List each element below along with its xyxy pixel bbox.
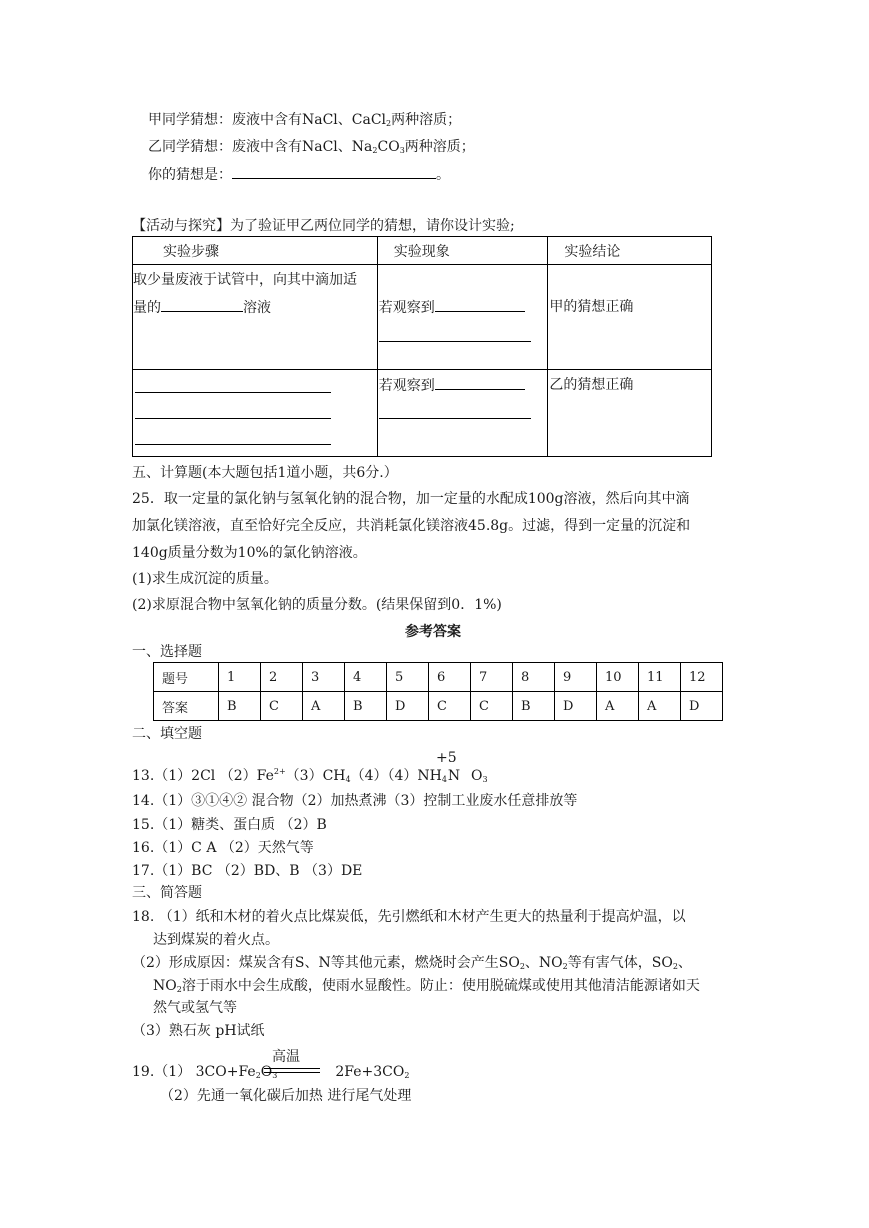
subscript: 4 <box>345 775 351 784</box>
oxygen-symbol: O <box>470 768 483 784</box>
subscript: 2 <box>562 962 568 971</box>
answer-table-cell: D <box>555 692 597 721</box>
answers-sec3: 三、简答题 <box>132 885 202 901</box>
oxidation-state: +5 <box>436 750 457 766</box>
row2-phenomenon <box>377 370 548 457</box>
row1-conclusion-text: 甲的猜想正确 <box>549 299 634 315</box>
calc-section: 五、计算题(本大题包括1道小题，共6分.） <box>132 465 398 481</box>
observe-label: 若观察到 <box>378 378 435 394</box>
equals-sign <box>264 1068 320 1073</box>
subscript: 2 <box>176 985 182 994</box>
answer-table-cell: 2 <box>261 663 303 692</box>
q17: 17.（1）BC （2）BD、B （3）DE <box>132 863 363 879</box>
q13-a: 13.（1）2Cl （2）Fe <box>132 768 274 784</box>
guess-yours-end: 。 <box>436 167 450 183</box>
q18-line6: （3）熟石灰 pH试纸 <box>132 1023 265 1039</box>
answer-table-cell: 1 <box>219 663 261 692</box>
reagent-blank[interactable] <box>161 297 243 312</box>
observe-blank[interactable] <box>435 297 525 312</box>
answer-table-cell: C <box>471 692 513 721</box>
row1-phenomenon <box>377 265 548 370</box>
guess-jia <box>148 110 461 130</box>
row1-conclusion <box>548 265 712 370</box>
answers-sec1: 一、选择题 <box>132 644 202 660</box>
q18-l4a: NO <box>153 978 177 994</box>
answer-table-cell: C <box>429 692 471 721</box>
subscript: 3 <box>482 775 488 784</box>
answer-blank[interactable] <box>232 164 436 179</box>
q25-line1: 25．取一定量的氯化钠与氢氧化钠的混合物，加一定量的水配成100g溶液，然后向其中滴 <box>132 491 690 507</box>
q25-line3: 140g质量分数为10%的氯化钠溶液。 <box>132 545 367 561</box>
guess-yi <box>148 137 475 157</box>
answer-table-cell: A <box>303 692 345 721</box>
answer-table-cell: A <box>639 692 681 721</box>
subscript: 3 <box>399 146 405 155</box>
header-steps: 实验步骤 <box>133 237 378 265</box>
q18-l3a: （2）形成原因：煤炭含有S、N等其他元素，燃烧时会产生SO <box>132 955 520 971</box>
nitrogen-symbol: N <box>447 768 461 784</box>
q19-line2: （2）先通一氧化碳后加热 进行尾气处理 <box>160 1088 412 1104</box>
guess-yi-text: 乙同学猜想：废液中含有NaCl、Na <box>148 139 373 155</box>
observe-blank-2[interactable] <box>379 418 531 419</box>
row2-conclusion <box>548 370 712 457</box>
answer-table-cell: D <box>387 692 429 721</box>
answer-table-cell: 4 <box>345 663 387 692</box>
subscript: 2 <box>255 1071 261 1080</box>
q13 <box>132 766 488 786</box>
q14: 14.（1）③①④② 混合物（2）加热煮沸（3）控制工业废水任意排放等 <box>132 793 578 809</box>
subscript: 2 <box>386 119 392 128</box>
step-blank-3[interactable] <box>135 444 331 445</box>
subscript: 2 <box>404 1071 410 1080</box>
q15: 15.（1）糖类、蛋白质 （2）B <box>132 817 327 833</box>
answer-table-cell: A <box>597 692 639 721</box>
observe-label: 若观察到 <box>378 300 435 316</box>
q13-c: （4）（4）NH <box>350 768 442 784</box>
answer-table-cell: 12 <box>681 663 723 692</box>
answer-table-cell: B <box>219 692 261 721</box>
q18-line1: 18. （1）纸和木材的着火点比煤炭低，先引燃纸和木材产生更大的热量利于提高炉温，以 <box>132 909 686 925</box>
guess-yi-tail: 两种溶质； <box>404 139 475 155</box>
reaction-condition: 高温 <box>272 1049 300 1065</box>
subscript: 4 <box>441 775 447 784</box>
q25-sub2: (2)求原混合物中氢氧化钠的质量分数。(结果保留到0．1%) <box>132 597 502 613</box>
q13-b: （3）CH <box>285 768 346 784</box>
q25-line2: 加氯化镁溶液，直至恰好完全反应，共消耗氯化镁溶液45.8g。过滤，得到一定量的沉淀和 <box>132 518 691 534</box>
answers-title: 参考答案 <box>405 624 461 640</box>
q19-a: 19.（1） 3CO+Fe <box>132 1064 256 1080</box>
subscript: 2 <box>519 962 525 971</box>
row1-step <box>133 265 378 370</box>
guess-jia-text: 甲同学猜想：废液中含有NaCl、CaCl <box>148 112 387 128</box>
q18-l3c: 等有害气体，SO <box>567 955 673 971</box>
observe-blank-2[interactable] <box>379 341 531 342</box>
answer-table-cell: 5 <box>387 663 429 692</box>
q18-line2: 达到煤炭的着火点。 <box>153 932 279 948</box>
subscript: 2 <box>372 146 378 155</box>
answer-table-cell: 3 <box>303 663 345 692</box>
observe-blank[interactable] <box>435 375 525 390</box>
q16: 16.（1）C A （2）天然气等 <box>132 840 314 856</box>
q25-sub1: (1)求生成沉淀的质量。 <box>132 571 278 587</box>
step-blank-1[interactable] <box>135 392 331 393</box>
q18-l3d: 、 <box>677 955 692 971</box>
row1-observe <box>379 297 525 318</box>
row1-step-b: 量的 <box>133 300 161 316</box>
answer-table-cell: B <box>513 692 555 721</box>
answer-table-label: 答案 <box>154 692 219 721</box>
q19-b: 2Fe+3CO <box>335 1064 405 1080</box>
answer-table-cell: B <box>345 692 387 721</box>
row1-step-c: 溶液 <box>243 300 271 316</box>
q18-line4 <box>153 976 700 996</box>
header-phenomena: 实验现象 <box>377 237 548 265</box>
q18-line3 <box>132 953 692 973</box>
superscript: 2+ <box>273 767 286 776</box>
answer-table-cell: 9 <box>555 663 597 692</box>
guess-yi-formula: CO <box>377 139 400 155</box>
q18-l4b: 溶于雨水中会生成酸，使雨水显酸性。防止：使用脱硫煤或使用其他清洁能源诸如天 <box>181 978 700 994</box>
activity-heading: 【活动与探究】为了验证甲乙两位同学的猜想，请你设计实验; <box>132 218 515 234</box>
answer-table <box>153 662 723 721</box>
experiment-table <box>132 236 712 457</box>
guess-yours <box>148 164 450 185</box>
q18-line5: 然气或氢气等 <box>153 1000 237 1016</box>
row1-step-line2 <box>133 297 271 318</box>
guess-jia-tail: 两种溶质； <box>391 112 462 128</box>
subscript: 2 <box>672 962 678 971</box>
answers-sec2: 二、填空题 <box>132 726 202 742</box>
answer-table-cell: 7 <box>471 663 513 692</box>
answer-table-cell: 10 <box>597 663 639 692</box>
guess-yours-label: 你的猜想是： <box>148 167 232 183</box>
row2-observe <box>379 375 525 396</box>
step-blank-2[interactable] <box>135 418 331 419</box>
header-conclusion: 实验结论 <box>548 237 712 265</box>
answer-table-label: 题号 <box>154 663 219 692</box>
q18-l3b: 、NO <box>524 955 563 971</box>
row1-step-text: 取少量废液于试管中，向其中滴加适 <box>133 272 357 288</box>
q19-o: O <box>260 1064 273 1080</box>
row2-conclusion-text: 乙的猜想正确 <box>549 377 634 393</box>
answer-table-cell: D <box>681 692 723 721</box>
answer-table-cell: C <box>261 692 303 721</box>
subscript: 3 <box>272 1071 278 1080</box>
answer-table-cell: 8 <box>513 663 555 692</box>
answer-table-cell: 11 <box>639 663 681 692</box>
row2-step <box>133 370 378 457</box>
answer-table-cell: 6 <box>429 663 471 692</box>
